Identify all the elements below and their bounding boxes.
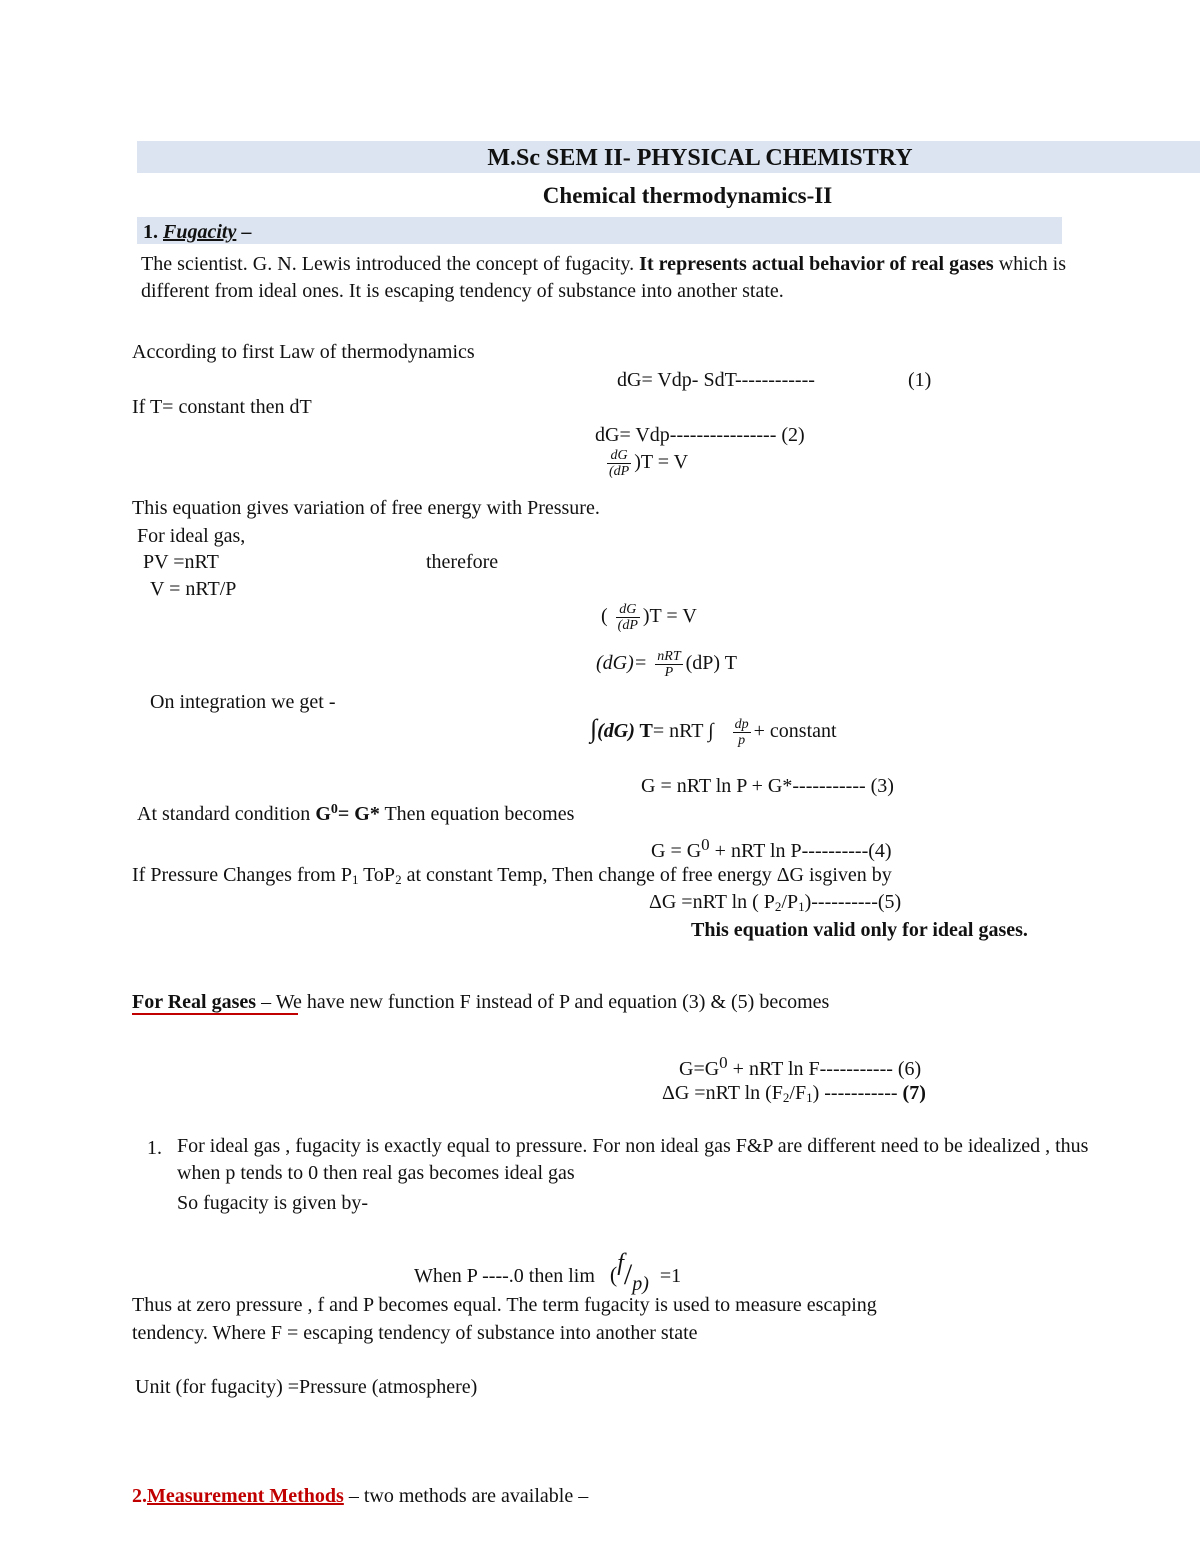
fraction-denominator: (dP [617, 618, 638, 633]
eq6-a: G=G [679, 1058, 720, 1080]
section-number: 1. [143, 221, 158, 243]
pchange-sub1: 1 [351, 872, 359, 887]
fraction-numerator: dp [734, 716, 749, 732]
integral-rhs: = nRT ∫ [652, 720, 714, 742]
eq7-sub1: 1 [806, 1090, 813, 1105]
unit-line: Unit (for fugacity) =Pressure (atmosphere) [135, 1376, 478, 1398]
fraction-denominator: (dP [609, 464, 630, 479]
fraction-dG-dP [607, 448, 631, 479]
intro-bold: It represents actual behavior of real gases [639, 253, 994, 275]
eq4-rest: + nRT ln P----------(4) [709, 840, 892, 862]
eq7-sub2: 2 [782, 1090, 790, 1105]
real-gases-text: We have new function F instead of P and equation (3) & (5) becomes [271, 991, 830, 1013]
fugacity-given-line: So fugacity is given by- [177, 1192, 369, 1214]
fraction-numerator: dG [607, 448, 631, 464]
measurement-number: 2. [132, 1485, 147, 1507]
fraction-numerator: nRT [657, 649, 681, 664]
equation-1: dG= Vdp- SdT------------ [617, 369, 815, 391]
standard-condition-line [137, 803, 574, 824]
list-item-number: 1. [147, 1137, 162, 1159]
dP-T: (dP) T [685, 652, 737, 675]
equation-tail: )T = V [642, 605, 697, 628]
fraction-dG-dP-2 [616, 602, 640, 633]
list-item-text: For ideal gas , fugacity is exactly equal to pressure. For non ideal gas F&P are different need to be idealized , thus when p tends to 0 then real gas becomes ideal gas [177, 1135, 1089, 1184]
equation-dG-nrt [596, 649, 737, 680]
eq7-number: (7) [902, 1082, 926, 1104]
first-law-line: According to first Law of thermodynamics [132, 341, 475, 363]
constant-term: + constant [753, 720, 837, 742]
equation-6 [679, 1054, 921, 1079]
eq5-b: /P [781, 891, 799, 913]
integration-line: On integration we get - [150, 691, 336, 713]
section-heading-fugacity [143, 222, 251, 242]
fraction-dp-p [733, 717, 751, 748]
pchange-a: If Pressure Changes from P [132, 864, 352, 886]
intro-text-a: The scientist. G. N. Lewis introduced the concept of fugacity. [141, 253, 640, 275]
real-gases-line [132, 992, 829, 1012]
section-dash: – [236, 221, 252, 243]
variation-line: This equation gives variation of free energy with Pressure. [132, 497, 600, 519]
std-then: Then equation becomes [379, 803, 575, 825]
pchange-sub2: 2 [395, 872, 402, 887]
std-text: At standard condition [137, 803, 316, 825]
equation-tail: )T = V [634, 451, 689, 474]
fraction-denominator: P [664, 665, 674, 680]
integral-equation [590, 716, 837, 748]
equation-dgdp [604, 448, 688, 479]
page-title: M.Sc SEM II- PHYSICAL CHEMISTRY [487, 145, 913, 171]
std-superscript: 0 [330, 802, 338, 817]
pchange-b: ToP [358, 864, 396, 886]
fraction-nRT-P [655, 649, 682, 680]
equation-2: dG= Vdp---------------- (2) [595, 424, 805, 446]
integral-dG: (dG) [597, 720, 635, 742]
measurement-methods-line [132, 1486, 588, 1506]
limit-text: When P ----.0 then lim [414, 1265, 595, 1287]
pchange-c: at constant Temp, Then change of free energy ΔG isgiven by [401, 864, 892, 886]
real-gases-heading: For Real gases [132, 991, 257, 1013]
limit-f: f [617, 1250, 624, 1276]
fraction-denominator: p [738, 732, 746, 748]
equation-5 [649, 892, 901, 913]
equation-dgdp-2 [601, 602, 697, 633]
fraction-numerator: dG [616, 602, 640, 618]
limit-equation: When P ----.0 then lim (f/p) =1 [414, 1250, 682, 1295]
zero-pressure-line-1: Thus at zero pressure , f and P becomes equal. The term fugacity is used to measure escaping [132, 1294, 877, 1316]
equation-1-number: (1) [908, 369, 932, 391]
integral-T: T [634, 720, 653, 742]
section-band [137, 217, 1062, 244]
real-gases-dash: – [256, 991, 272, 1013]
eq7-c: ) ----------- [812, 1082, 903, 1104]
measurement-tail: – two methods are available – [343, 1485, 589, 1507]
paren-open: ( [601, 605, 608, 628]
therefore-text: therefore [426, 551, 499, 573]
limit-result: =1 [659, 1265, 682, 1287]
real-gases-underline [132, 1013, 298, 1015]
eq7-a: ΔG =nRT ln (F [662, 1082, 783, 1104]
eq7-b: /F [789, 1082, 807, 1104]
eq4-g: G = G [651, 840, 702, 862]
eq5-sub2: 2 [774, 899, 782, 914]
eq5-c: )----------(5) [804, 891, 902, 913]
equation-7 [662, 1083, 926, 1104]
equation-3: G = nRT ln P + G*----------- (3) [641, 775, 894, 797]
measurement-heading: Measurement Methods [147, 1485, 344, 1507]
equation-4 [651, 836, 892, 861]
zero-pressure-line-2: tendency. Where F = escaping tendency of substance into another state [132, 1322, 698, 1344]
eq5-a: ΔG =nRT ln ( P [649, 891, 775, 913]
eq5-sub1: 1 [798, 899, 805, 914]
eq6-superscript: 0 [719, 1053, 728, 1072]
eq4-superscript: 0 [701, 835, 710, 854]
section-title: Fugacity [163, 221, 237, 243]
pv-nrt: PV =nRT [143, 551, 219, 573]
eq6-b: + nRT ln F----------- (6) [727, 1058, 922, 1080]
v-equation: V = nRT/P [150, 578, 237, 600]
page-subtitle: Chemical thermodynamics-II [542, 183, 833, 208]
limit-p: p) [632, 1273, 649, 1295]
t-constant-line: If T= constant then dT [132, 396, 312, 418]
std-equals: = G* [337, 803, 380, 825]
pressure-change-line [132, 865, 892, 886]
dG-term: (dG)= [596, 652, 648, 675]
intro-text-b: which is different from ideal ones. It is escaping tendency of substance into another state. [141, 253, 1066, 302]
integral-sign: ∫ [590, 714, 598, 743]
intro-paragraph [141, 251, 1066, 305]
valid-ideal-note: This equation valid only for ideal gases. [691, 919, 1028, 941]
ideal-gas-line: For ideal gas, [137, 525, 246, 547]
std-g: G [315, 803, 331, 825]
